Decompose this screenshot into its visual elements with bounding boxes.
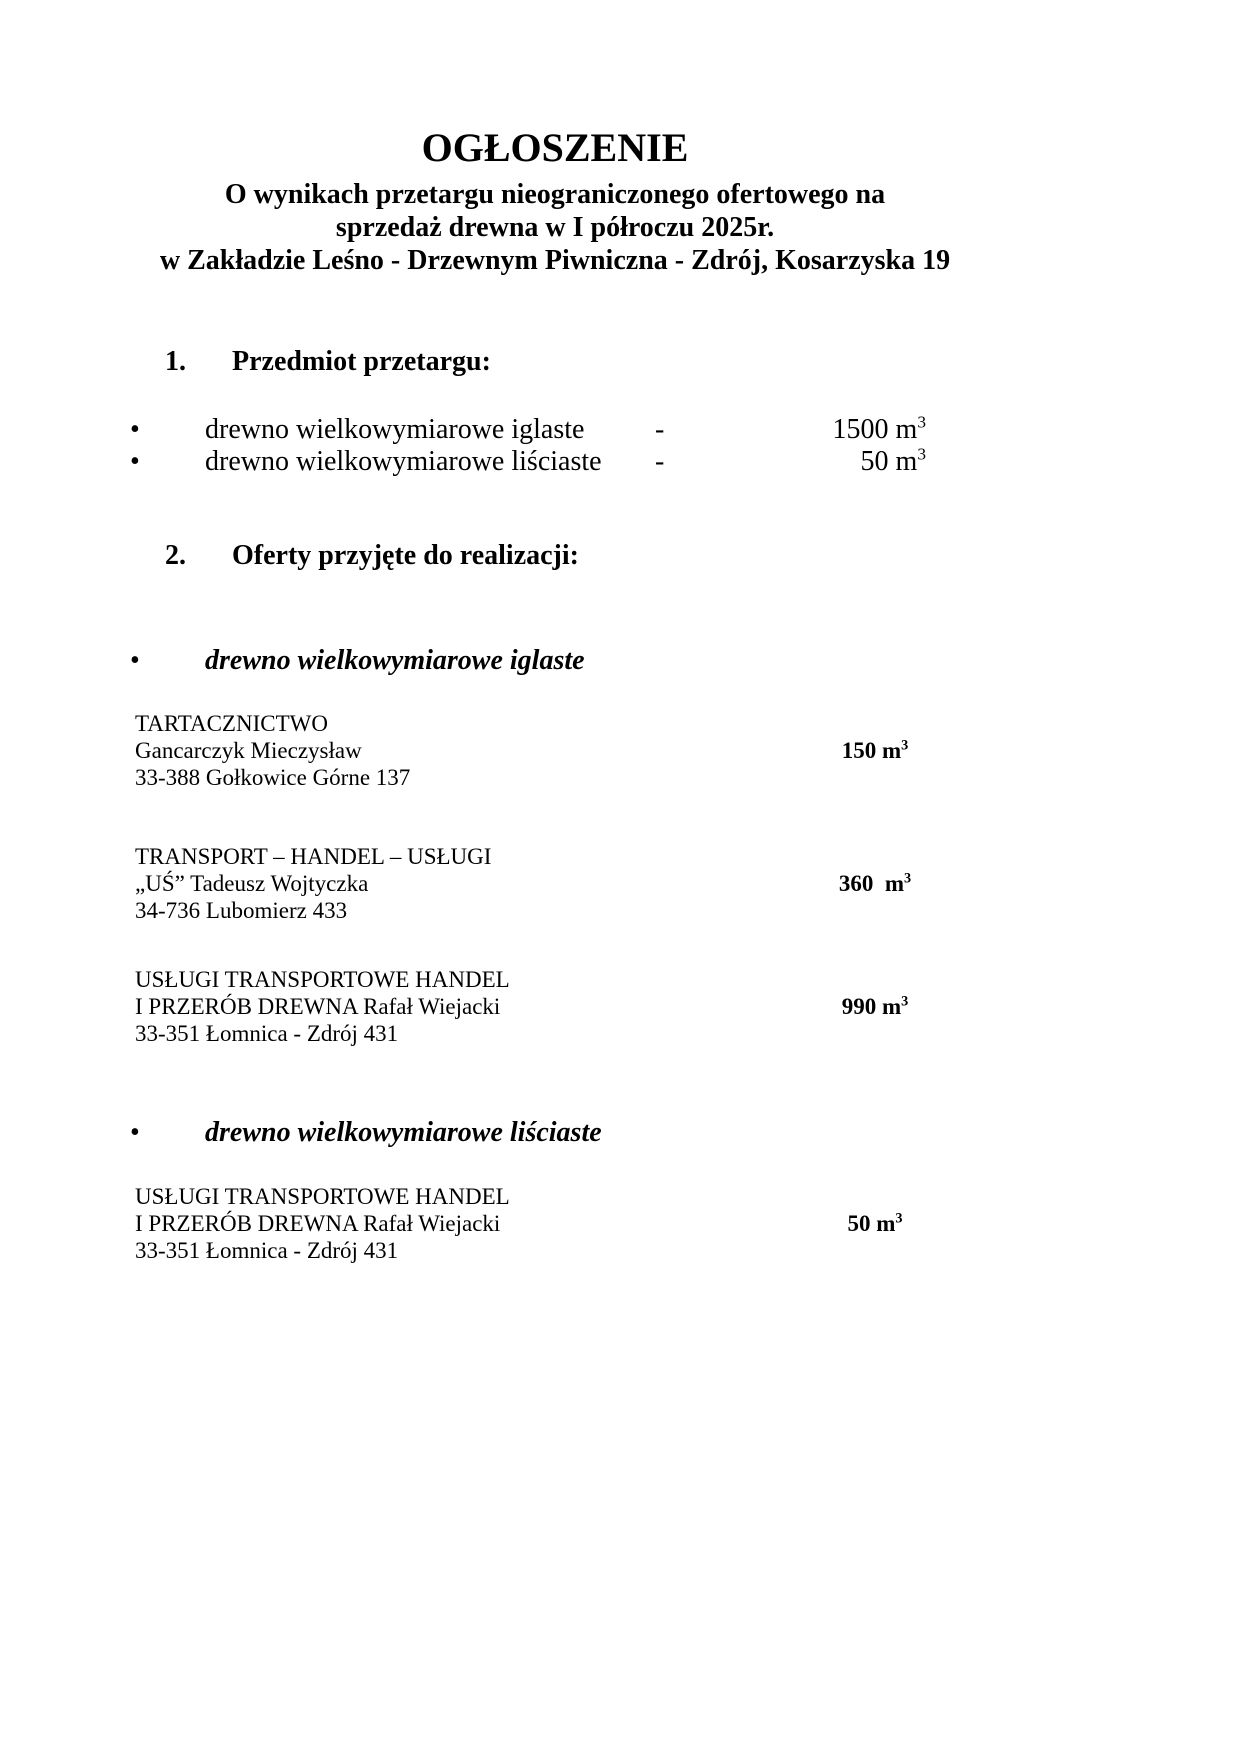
- section-1-heading: [165, 346, 491, 378]
- category-heading-iglaste: [130, 644, 926, 677]
- section-1-number: 1.: [165, 346, 186, 377]
- subtitle-line-2: sprzedaż drewna w I półroczu 2025r.: [335, 212, 775, 243]
- offer-line-company: USŁUGI TRANSPORTOWE HANDEL: [135, 1184, 510, 1209]
- quantity-value: 50 m: [847, 1211, 896, 1236]
- category-heading-lisciaste: [130, 1116, 926, 1149]
- subject-list: [130, 414, 926, 478]
- quantity-value: 360 m: [838, 871, 905, 896]
- offer-block: [135, 843, 975, 924]
- offer-line-address: 33-351 Łomnica - Zdrój 431: [135, 1238, 399, 1263]
- offer-line-address: 33-388 Gołkowice Górne 137: [135, 765, 411, 790]
- quantity-exponent: 3: [917, 444, 926, 464]
- offer-quantity: [790, 993, 960, 1020]
- item-label: drewno wielkowymiarowe liściaste: [205, 446, 602, 477]
- offer-line-owner: Gancarczyk Mieczysław: [135, 738, 362, 763]
- section-1-title: Przedmiot przetargu:: [232, 346, 491, 377]
- quantity-exponent: 3: [901, 737, 909, 754]
- offer-block: [135, 1183, 975, 1264]
- subtitle-line-1: O wynikach przetargu nieograniczonego ofertowego na: [224, 179, 886, 210]
- item-label: drewno wielkowymiarowe iglaste: [205, 414, 585, 445]
- section-2-number: 2.: [165, 540, 186, 571]
- offer-line-owner: I PRZERÓB DREWNA Rafał Wiejacki: [135, 994, 501, 1019]
- quantity-value: 990 m: [841, 994, 902, 1019]
- offer-block: [135, 966, 975, 1047]
- offer-line-company: USŁUGI TRANSPORTOWE HANDEL: [135, 967, 510, 992]
- doc-subtitle: [135, 178, 975, 277]
- bullet-icon: •: [130, 1117, 140, 1148]
- bullet-icon: •: [130, 645, 140, 676]
- item-dash: -: [655, 414, 665, 445]
- offer-line-owner: I PRZERÓB DREWNA Rafał Wiejacki: [135, 1211, 501, 1236]
- item-dash: -: [655, 446, 665, 477]
- offer-line-owner: „UŚ” Tadeusz Wojtyczka: [135, 871, 369, 896]
- offer-line-address: 34-736 Lubomierz 433: [135, 898, 348, 923]
- list-item: [130, 414, 926, 446]
- quantity-value: 1500 m: [832, 414, 918, 445]
- offer-quantity: [790, 1210, 960, 1237]
- quantity-exponent: 3: [901, 993, 909, 1010]
- offer-block: [135, 710, 975, 791]
- quantity-exponent: 3: [917, 412, 926, 432]
- item-quantity: [740, 414, 926, 446]
- offer-quantity: [790, 737, 960, 764]
- document-content: [130, 0, 975, 1754]
- page-title: OGŁOSZENIE: [421, 125, 689, 170]
- quantity-value: 150 m: [841, 738, 902, 763]
- quantity-exponent: 3: [895, 1210, 903, 1227]
- section-2-title: Oferty przyjęte do realizacji:: [232, 540, 579, 571]
- offer-quantity: [790, 870, 960, 897]
- subtitle-line-3: w Zakładzie Leśno - Drzewnym Piwniczna - Zdrój, Kosarzyska 19: [159, 245, 951, 276]
- offer-line-address: 33-351 Łomnica - Zdrój 431: [135, 1021, 399, 1046]
- category-label: drewno wielkowymiarowe liściaste: [205, 1117, 602, 1148]
- quantity-exponent: 3: [904, 870, 912, 887]
- offer-line-company: TARTACZNICTWO: [135, 711, 328, 736]
- bullet-icon: •: [130, 414, 140, 445]
- quantity-value: 50 m: [860, 446, 918, 477]
- section-2-heading: [165, 540, 579, 572]
- offer-line-company: TRANSPORT – HANDEL – USŁUGI: [135, 844, 492, 869]
- item-quantity: [740, 446, 926, 478]
- list-item: [130, 446, 926, 478]
- bullet-icon: •: [130, 446, 140, 477]
- category-label: drewno wielkowymiarowe iglaste: [205, 645, 585, 676]
